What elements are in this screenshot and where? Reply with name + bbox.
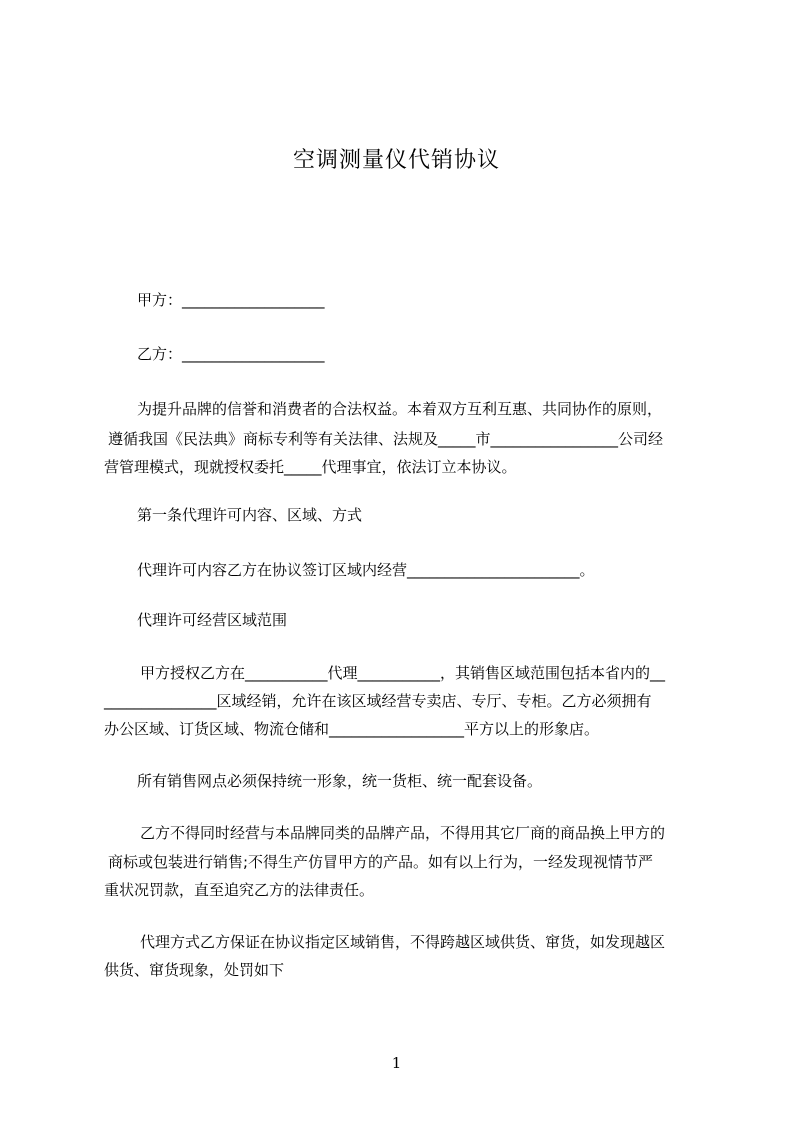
agency-method-line-1: 代理方式乙方保证在协议指定区域销售，不得跨越区域供货、窜货，如发现越区 — [140, 933, 666, 951]
license-area-heading: 代理许可经营区域范围 — [137, 611, 288, 629]
license-content-line: 代理许可内容乙方在协议签订区域内经营_______________________。 — [137, 561, 595, 579]
prohibition-line-1: 乙方不得同时经营与本品牌同类的品牌产品，不得用其它厂商的商品换上甲方的 — [140, 824, 666, 842]
party-b-line: 乙方：___________________ — [137, 345, 325, 363]
area-paragraph-line-1: 甲方授权乙方在___________代理___________，其销售区域范围包括本省内的__ — [140, 664, 666, 682]
document-title: 空调测量仪代销协议 — [292, 148, 500, 173]
prohibition-line-3: 重状况罚款，直至追究乙方的法律责任。 — [104, 881, 375, 899]
uniform-image-line: 所有销售网点必须保持统一形象，统一货柜、统一配套设备。 — [137, 772, 543, 790]
article-1-heading: 第一条代理许可内容、区域、方式 — [137, 506, 363, 524]
preamble-line-3: 营管理模式，现就授权委托_____代理事宜，依法订立本协议。 — [104, 458, 517, 476]
area-paragraph-line-2: _______________区域经销，允许在该区域经营专卖店、专厅、专柜。乙方必须拥有 — [104, 692, 652, 710]
agency-method-line-2: 供货、窜货现象，处罚如下 — [104, 961, 285, 979]
page-number: 1 — [391, 1054, 402, 1072]
preamble-line-1: 为提升品牌的信誉和消费者的合法权益。本着双方互利互惠、共同协作的原则， — [137, 400, 663, 418]
party-a-line: 甲方：___________________ — [137, 291, 325, 309]
preamble-line-2: 遵循我国《民法典》商标专利等有关法律、法规及_____市_________________公司经 — [108, 430, 664, 448]
area-paragraph-line-3: 办公区域、订货区域、物流仓储和__________________平方以上的形象店。 — [104, 720, 600, 738]
prohibition-line-2: 商标或包装进行销售;不得生产仿冒甲方的产品。如有以上行为，一经发现视情节严 — [108, 853, 654, 871]
